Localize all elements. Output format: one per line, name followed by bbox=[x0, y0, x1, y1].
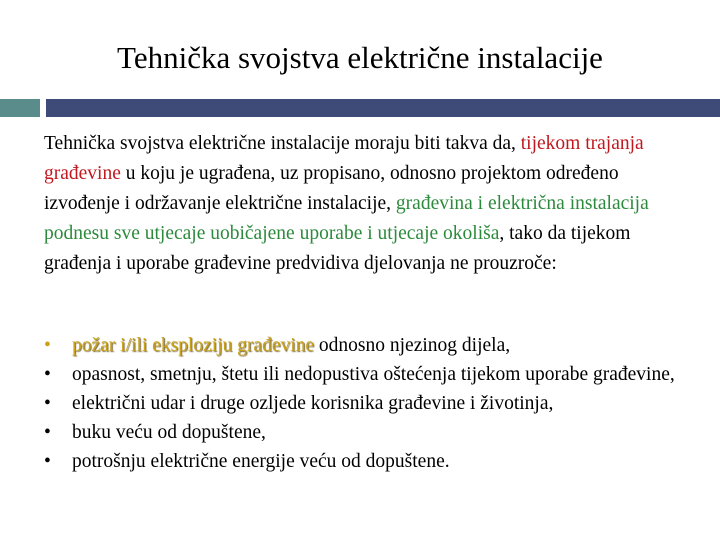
intro-text-2: u koju je ugrađena, uz propisano, odnosno projektom određeno izvođenje i održavanje električne instalacije, bbox=[44, 163, 619, 214]
intro-paragraph bbox=[44, 129, 694, 279]
accent-bar-navy bbox=[46, 99, 720, 117]
list-item bbox=[44, 418, 704, 447]
list-item bbox=[44, 447, 704, 476]
bullet-highlight-text: požar i/ili eksploziju građevine bbox=[72, 335, 315, 356]
bullet-text: električni udar i druge ozljede korisnika građevine i životinja, bbox=[72, 393, 554, 414]
bullet-icon: • bbox=[44, 393, 51, 414]
intro-text-1: Tehnička svojstva električne instalacije moraju biti takva da, bbox=[44, 133, 521, 154]
intro-text-3: , tako da tijekom građenja i uporabe građevine predvidiva djelovanja ne prouzroče: bbox=[44, 223, 631, 274]
consequences-list bbox=[44, 331, 704, 476]
bullet-icon: • bbox=[44, 364, 51, 385]
list-item bbox=[44, 360, 704, 389]
bullet-text: opasnost, smetnju, štetu ili nedopustiva oštećenja tijekom uporabe građevine, bbox=[72, 364, 675, 385]
intro-text-red: tijekom trajanja građevine bbox=[44, 133, 644, 184]
bullet-icon: • bbox=[44, 451, 51, 472]
intro-text-green: građevina i električna instalacija podnesu sve utjecaje uobičajene uporabe i utjecaje okoliša bbox=[44, 193, 649, 244]
bullet-text: odnosno njezinog dijela, bbox=[314, 335, 511, 356]
bullet-text: buku veću od dopuštene, bbox=[72, 422, 266, 443]
bullet-icon: • bbox=[44, 335, 51, 356]
list-item bbox=[44, 389, 704, 418]
bullet-icon: • bbox=[44, 422, 51, 443]
bullet-text: potrošnju električne energije veću od dopuštene. bbox=[72, 451, 450, 472]
accent-bar-teal bbox=[0, 99, 40, 117]
list-item bbox=[44, 331, 704, 360]
slide-title: Tehnička svojstva električne instalacije bbox=[117, 40, 603, 75]
